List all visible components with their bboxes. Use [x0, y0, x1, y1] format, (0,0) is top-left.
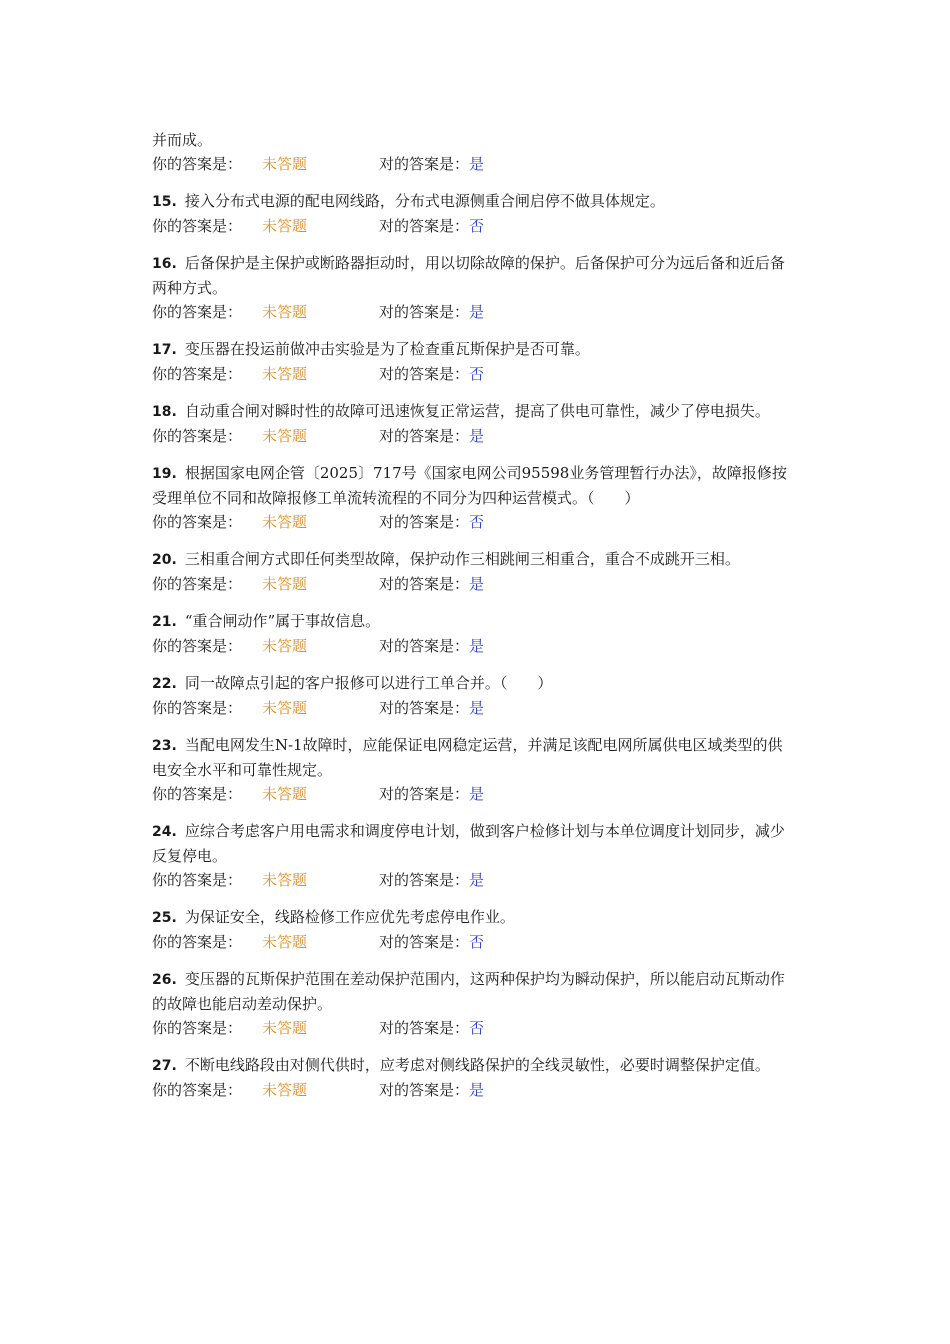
your-answer-value: 未答题 — [262, 155, 308, 173]
answer-row — [152, 696, 792, 720]
correct-answer-label: 对的答案是： — [379, 1081, 470, 1099]
question-body: 后备保护是主保护或断路器拒动时，用以切除故障的保护。后备保护可分为远后备和近后备两种方式。 — [152, 254, 785, 297]
question-text — [152, 251, 792, 300]
answer-row — [152, 930, 792, 954]
question-block — [152, 733, 792, 806]
correct-answer-label: 对的答案是： — [379, 155, 470, 173]
question-block — [152, 1053, 792, 1102]
your-answer-label: 你的答案是： — [152, 513, 243, 531]
correct-answer-label: 对的答案是： — [379, 575, 470, 593]
question-number: 23. — [152, 738, 177, 754]
your-answer-value: 未答题 — [262, 637, 308, 655]
question-body: 三相重合闸方式即任何类型故障，保护动作三相跳闸三相重合，重合不成跳开三相。 — [184, 550, 740, 568]
your-answer-label: 你的答案是： — [152, 699, 243, 717]
question-number: 21. — [152, 614, 177, 630]
correct-answer-label: 对的答案是： — [379, 871, 470, 889]
question-number: 18. — [152, 404, 177, 420]
question-number: 27. — [152, 1058, 177, 1074]
answer-row — [152, 1078, 792, 1102]
question-text — [152, 609, 792, 634]
question-body: 接入分布式电源的配电网线路，分布式电源侧重合闸启停不做具体规定。 — [184, 192, 665, 210]
question-number: 25. — [152, 910, 177, 926]
question-list — [152, 189, 792, 1102]
correct-answer-value: 否 — [469, 1019, 485, 1037]
your-answer-label: 你的答案是： — [152, 1081, 243, 1099]
question-body: 当配电网发生N-1故障时，应能保证电网稳定运营，并满足该配电网所属供电区域类型的供电安全水平和可靠性规定。 — [152, 736, 783, 779]
question-body: 同一故障点引起的客户报修可以进行工单合并。（ ） — [184, 674, 553, 692]
correct-answer-value: 是 — [469, 637, 485, 655]
your-answer-value: 未答题 — [262, 699, 308, 717]
correct-answer-value: 是 — [469, 427, 485, 445]
question-block — [152, 905, 792, 954]
question-block — [152, 128, 792, 176]
your-answer-label: 你的答案是： — [152, 303, 243, 321]
document-page — [152, 128, 792, 1102]
question-number: 22. — [152, 676, 177, 692]
correct-answer-label: 对的答案是： — [379, 1019, 470, 1037]
question-text — [152, 461, 792, 510]
question-body: 不断电线路段由对侧代供时，应考虑对侧线路保护的全线灵敏性，必要时调整保护定值。 — [184, 1056, 770, 1074]
answer-row — [152, 362, 792, 386]
your-answer-value: 未答题 — [262, 1019, 308, 1037]
question-number: 15. — [152, 194, 177, 210]
your-answer-value: 未答题 — [262, 1081, 308, 1099]
your-answer-value: 未答题 — [262, 303, 308, 321]
question-text — [152, 337, 792, 362]
question-block — [152, 819, 792, 892]
correct-answer-value: 否 — [469, 513, 485, 531]
your-answer-label: 你的答案是： — [152, 427, 243, 445]
question-block — [152, 251, 792, 324]
correct-answer-label: 对的答案是： — [379, 427, 470, 445]
your-answer-value: 未答题 — [262, 871, 308, 889]
correct-answer-label: 对的答案是： — [379, 217, 470, 235]
correct-answer-label: 对的答案是： — [379, 933, 470, 951]
your-answer-value: 未答题 — [262, 427, 308, 445]
question-body: 根据国家电网企管〔2025〕717号《国家电网公司95598业务管理暂行办法》，故障报修按受理单位不同和故障报修工单流转流程的不同分为四种运营模式。（ ） — [152, 464, 787, 507]
question-number: 20. — [152, 552, 177, 568]
question-text — [152, 819, 792, 868]
correct-answer-label: 对的答案是： — [379, 513, 470, 531]
correct-answer-value: 是 — [469, 871, 485, 889]
answer-row — [152, 510, 792, 534]
correct-answer-value: 否 — [469, 365, 485, 383]
answer-row — [152, 572, 792, 596]
answer-row — [152, 152, 792, 176]
your-answer-label: 你的答案是： — [152, 155, 243, 173]
correct-answer-label: 对的答案是： — [379, 637, 470, 655]
question-body: “重合闸动作”属于事故信息。 — [184, 612, 381, 630]
question-text — [152, 905, 792, 930]
question-block — [152, 967, 792, 1040]
question-body: 变压器在投运前做冲击实验是为了检查重瓦斯保护是否可靠。 — [184, 340, 590, 358]
your-answer-label: 你的答案是： — [152, 871, 243, 889]
question-text-tail: 并而成。 — [152, 131, 213, 149]
your-answer-label: 你的答案是： — [152, 1019, 243, 1037]
your-answer-value: 未答题 — [262, 575, 308, 593]
correct-answer-value: 是 — [469, 575, 485, 593]
answer-row — [152, 424, 792, 448]
question-block — [152, 547, 792, 596]
question-number: 19. — [152, 466, 177, 482]
correct-answer-value: 否 — [469, 933, 485, 951]
answer-row — [152, 782, 792, 806]
question-block — [152, 337, 792, 386]
your-answer-value: 未答题 — [262, 785, 308, 803]
your-answer-value: 未答题 — [262, 365, 308, 383]
correct-answer-value: 是 — [469, 1081, 485, 1099]
question-block — [152, 609, 792, 658]
question-text — [152, 547, 792, 572]
correct-answer-label: 对的答案是： — [379, 699, 470, 717]
question-text — [152, 671, 792, 696]
your-answer-label: 你的答案是： — [152, 217, 243, 235]
answer-row — [152, 300, 792, 324]
question-body: 自动重合闸对瞬时性的故障可迅速恢复正常运营，提高了供电可靠性，减少了停电损失。 — [184, 402, 770, 420]
correct-answer-label: 对的答案是： — [379, 303, 470, 321]
correct-answer-label: 对的答案是： — [379, 365, 470, 383]
your-answer-label: 你的答案是： — [152, 365, 243, 383]
answer-row — [152, 1016, 792, 1040]
your-answer-value: 未答题 — [262, 933, 308, 951]
question-text — [152, 189, 792, 214]
correct-answer-value: 是 — [469, 303, 485, 321]
question-block — [152, 399, 792, 448]
question-block — [152, 461, 792, 534]
question-block — [152, 189, 792, 238]
correct-answer-label: 对的答案是： — [379, 785, 470, 803]
your-answer-value: 未答题 — [262, 217, 308, 235]
correct-answer-value: 否 — [469, 217, 485, 235]
your-answer-label: 你的答案是： — [152, 933, 243, 951]
question-text — [152, 967, 792, 1016]
question-number: 16. — [152, 256, 177, 272]
question-body: 变压器的瓦斯保护范围在差动保护范围内，这两种保护均为瞬动保护，所以能启动瓦斯动作的故障也能启动差动保护。 — [152, 970, 785, 1013]
question-number: 17. — [152, 342, 177, 358]
your-answer-label: 你的答案是： — [152, 785, 243, 803]
your-answer-value: 未答题 — [262, 513, 308, 531]
your-answer-label: 你的答案是： — [152, 575, 243, 593]
question-text — [152, 1053, 792, 1078]
answer-row — [152, 868, 792, 892]
question-text — [152, 733, 792, 782]
question-number: 24. — [152, 824, 177, 840]
correct-answer-value: 是 — [469, 699, 485, 717]
question-text — [152, 399, 792, 424]
your-answer-label: 你的答案是： — [152, 637, 243, 655]
correct-answer-value: 是 — [469, 155, 485, 173]
answer-row — [152, 634, 792, 658]
question-body: 应综合考虑客户用电需求和调度停电计划，做到客户检修计划与本单位调度计划同步，减少反复停电。 — [152, 822, 785, 865]
question-block — [152, 671, 792, 720]
correct-answer-value: 是 — [469, 785, 485, 803]
answer-row — [152, 214, 792, 238]
question-number: 26. — [152, 972, 177, 988]
question-body: 为保证安全，线路检修工作应优先考虑停电作业。 — [184, 908, 515, 926]
